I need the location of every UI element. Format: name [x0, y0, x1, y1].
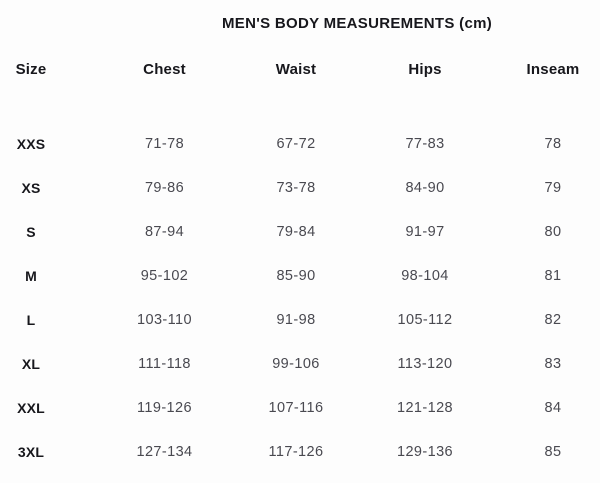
inseam-cell: 80 [544, 224, 562, 240]
chest-cell: 103-110 [137, 312, 192, 328]
size-cell: 3XL [17, 444, 45, 460]
inseam-cell: 83 [544, 356, 562, 372]
size-cell: XXL [17, 400, 45, 416]
table-row [0, 342, 600, 386]
size-cell: S [26, 224, 36, 240]
column-header-waist: Waist [275, 61, 317, 78]
chest-cell: 95-102 [140, 268, 189, 284]
table-body [0, 122, 600, 474]
hips-cell: 77-83 [405, 136, 445, 152]
waist-cell: 99-106 [272, 356, 320, 372]
hips-cell: 105-112 [397, 312, 453, 328]
column-header-chest: Chest [143, 61, 186, 78]
table-row [0, 210, 600, 254]
size-cell: L [26, 312, 36, 328]
column-header-inseam: Inseam [526, 61, 580, 78]
table-row [0, 298, 600, 342]
chest-cell: 71-78 [144, 136, 185, 152]
chest-cell: 127-134 [136, 444, 193, 460]
inseam-cell: 81 [544, 268, 562, 284]
inseam-cell: 78 [544, 136, 562, 152]
size-cell: XS [21, 180, 41, 196]
waist-cell: 67-72 [276, 136, 316, 152]
waist-cell: 117-126 [268, 444, 324, 460]
waist-cell: 79-84 [276, 224, 316, 240]
chest-cell: 111-118 [138, 356, 191, 372]
table-row [0, 430, 600, 474]
table-header-row [0, 60, 600, 80]
column-header-size: Size [15, 61, 47, 78]
size-cell: XXS [16, 136, 46, 152]
inseam-cell: 82 [544, 312, 562, 328]
waist-cell: 107-116 [268, 400, 324, 416]
table-row [0, 122, 600, 166]
inseam-cell: 84 [544, 400, 562, 416]
size-cell: XL [21, 356, 41, 372]
table-row [0, 166, 600, 210]
hips-cell: 113-120 [397, 356, 453, 372]
inseam-cell: 85 [544, 444, 562, 460]
page-title: MEN'S BODY MEASUREMENTS (cm) [221, 15, 493, 32]
chest-cell: 119-126 [137, 400, 192, 416]
hips-cell: 84-90 [405, 180, 445, 196]
chest-cell: 79-86 [144, 180, 185, 196]
waist-cell: 85-90 [276, 268, 316, 284]
table-row [0, 254, 600, 298]
chest-cell: 87-94 [144, 224, 185, 240]
inseam-cell: 79 [544, 180, 562, 196]
column-header-hips: Hips [408, 61, 442, 78]
waist-cell: 73-78 [276, 180, 316, 196]
size-cell: M [25, 268, 37, 284]
hips-cell: 129-136 [396, 444, 453, 460]
hips-cell: 98-104 [401, 268, 449, 284]
hips-cell: 91-97 [405, 224, 445, 240]
table-row [0, 386, 600, 430]
waist-cell: 91-98 [276, 312, 316, 328]
hips-cell: 121-128 [396, 400, 453, 416]
